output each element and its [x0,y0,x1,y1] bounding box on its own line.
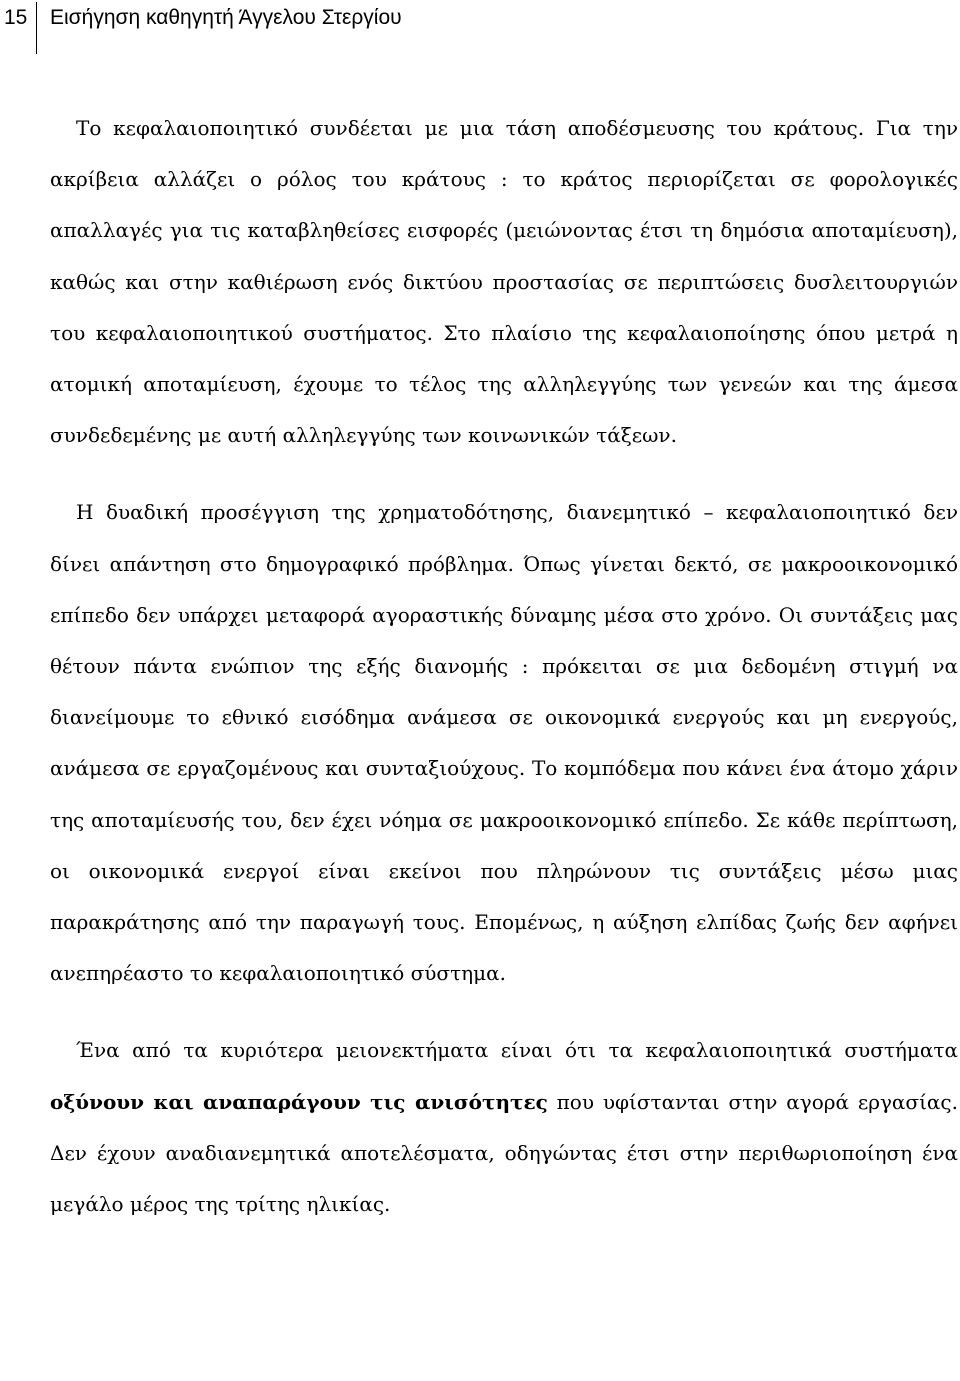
page-number: 15 [4,6,28,29]
header-divider [36,2,37,54]
document-body [50,103,958,1230]
paragraph-3 [50,1025,958,1230]
paragraph-1: Το κεφαλαιοποιητικό συνδέεται με μια τάση αποδέσμευσης του κράτους. Για την ακρίβεια αλλάζει ο ρόλος του κράτους : το κράτος περιορίζεται σε φορολογικές απαλλαγές για τις καταβληθείσες εισφορές (μειώνοντας έτσι τη δημόσια αποταμίευση), καθώς και στην καθιέρωση ενός δικτύου προστασίας σε περιπτώσεις δυσλειτουργιών του κεφαλαιοποιητικού συστήματος. Στο πλαίσιο της κεφαλαιοποίησης όπου μετρά η ατομική αποταμίευση, έχουμε το τέλος της αλληλεγγύης των γενεών και της άμεσα συνδεδεμένης με αυτή αλληλεγγύης των κοινωνικών τάξεων. [50,116,958,448]
running-title: Εισήγηση καθηγητή Άγγελου Στεργίου [50,6,402,29]
paragraph-3-start: Ένα από τα κυριότερα μειονεκτήματα είναι ότι τα κεφαλαιοποιητικά συστήματα [76,1038,958,1063]
emphasized-phrase: οξύνουν και αναπαράγουν τις ανισότητες [50,1089,548,1114]
page-header [0,0,960,56]
paragraph-2: Η δυαδική προσέγγιση της χρηματοδότησης, διανεμητικό – κεφαλαιοποιητικό δεν δίνει απάντηση στο δημογραφικό πρόβλημα. Όπως γίνεται δεκτό, σε μακροοικονομικό επίπεδο δεν υπάρχει μεταφορά αγοραστικής δύναμης μέσα στο χρόνο. Οι συντάξεις μας θέτουν πάντα ενώπιον της εξής διανομής : πρόκειται σε μια δεδομένη στιγμή να διανείμουμε το εθνικό εισόδημα ανάμεσα σε οικονομικά ενεργούς και μη ενεργούς, ανάμεσα σε εργαζομένους και συνταξιούχους. Το κομπόδεμα που κάνει ένα άτομο χάριν της αποταμίευσής του, δεν έχει νόημα σε μακροοικονομικό επίπεδο. Σε κάθε περίπτωση, οι οικονομικά ενεργοί είναι εκείνοι που πληρώνουν τις συντάξεις μέσω μιας παρακράτησης από την παραγωγή τους. Επομένως, η αύξηση ελπίδας ζωής δεν αφήνει ανεπηρέαστο το κεφαλαιοποιητικό σύστημα. [50,500,958,986]
paragraph-3-end: που υφίστανται στην αγορά εργασίας. Δεν έχουν αναδιανεμητικά αποτελέσματα, οδηγώντας έτσι στην περιθωριοποίηση ένα μεγάλο μέρος της τρίτης ηλικίας. [50,1089,958,1217]
